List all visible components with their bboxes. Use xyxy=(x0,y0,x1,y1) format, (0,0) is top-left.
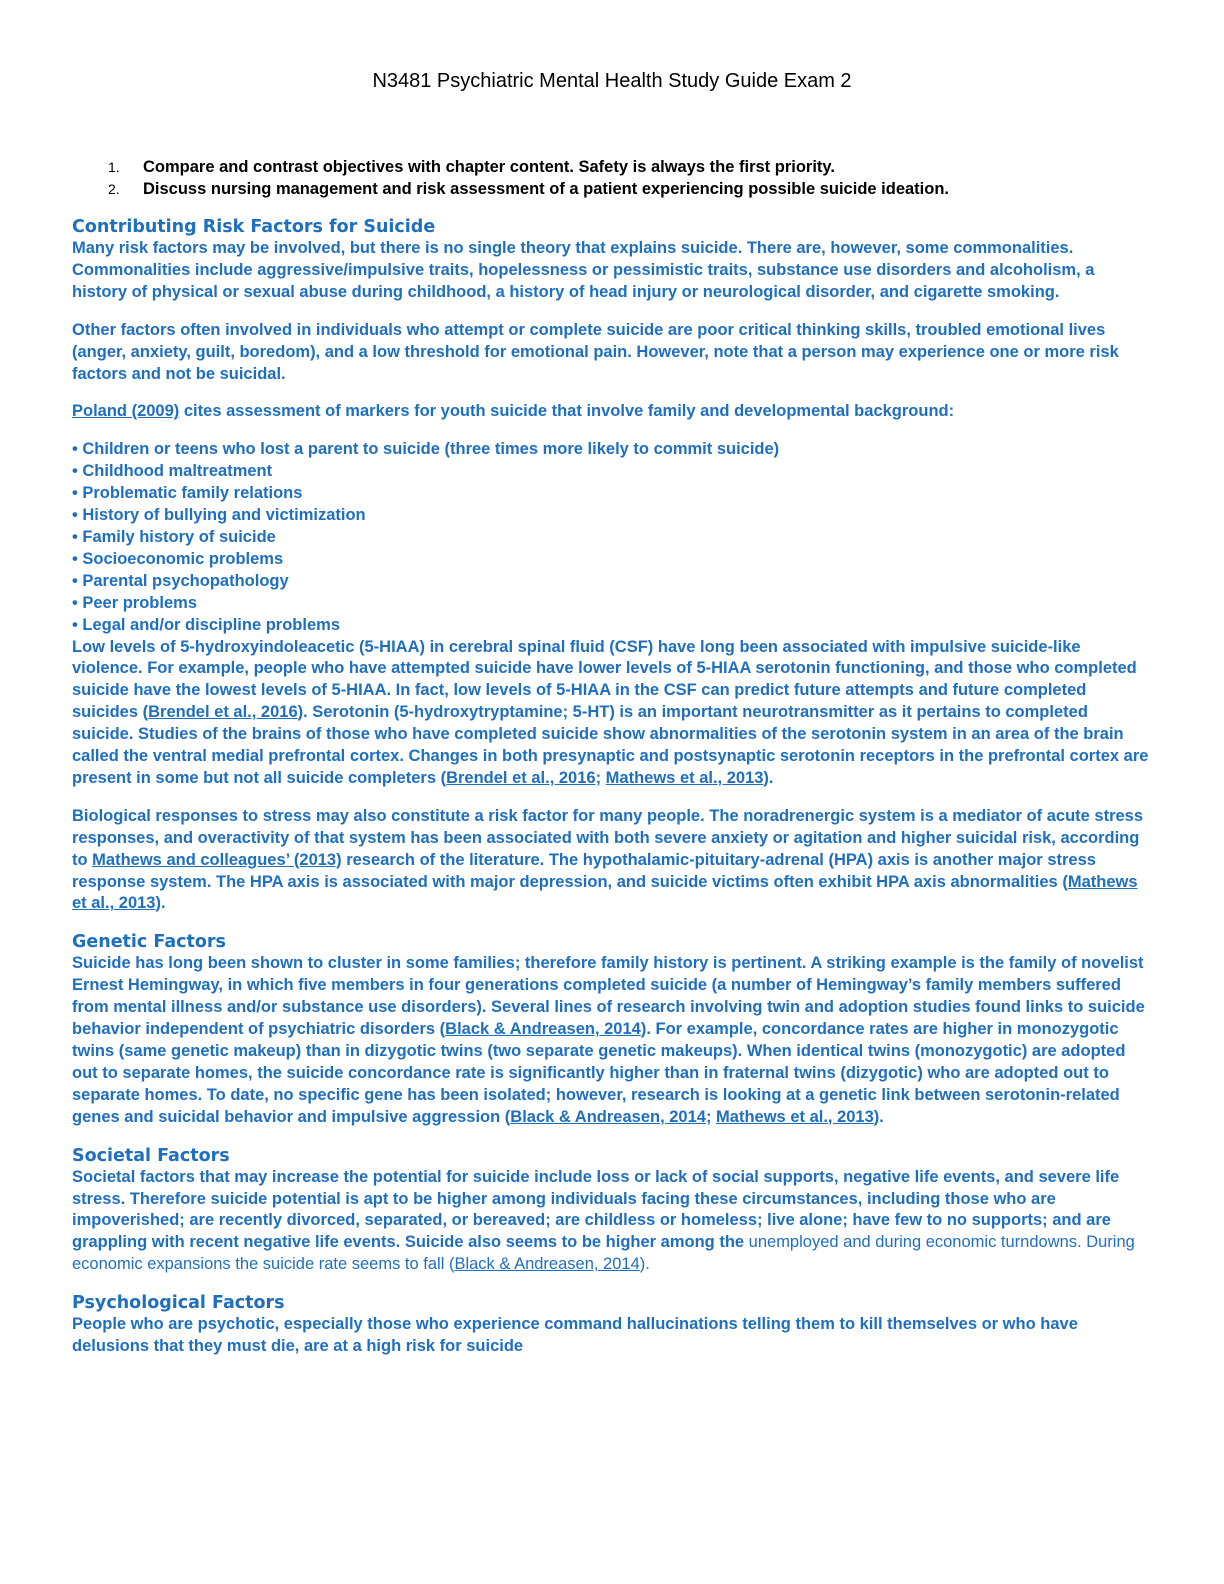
list-item: • Problematic family relations xyxy=(72,484,303,503)
citation-link-mathews[interactable]: Mathews et al., 2013 xyxy=(716,1107,874,1126)
citation-link-mathews[interactable]: Mathews et al., 2013 xyxy=(605,768,764,787)
risk-paragraph-1: Many risk factors may be involved, but there is no single theory that explains suicide. There are, however, some commonalities. Commonalities include aggressive/impulsive traits, hopelessness or pessimistic traits, substance use disorders and alcoholism, a history of physical or sexual abuse during childhood, a history of head injury or neurological disorder, and cigarette smoking. xyxy=(72,239,1095,301)
list-item: • Legal and/or discipline problems xyxy=(72,615,340,634)
citation-link-mathews-colleagues[interactable]: Mathews and colleagues’ (2013) xyxy=(92,850,342,869)
objective-number: 2. xyxy=(108,181,120,197)
objective-number: 1. xyxy=(108,159,120,175)
citation-link-brendel[interactable]: Brendel et al., 2016 xyxy=(446,768,596,787)
risk-paragraph-stress: Biological responses to stress may also constitute a risk factor for many people. The noradrenergic system is a mediator of acute stress responses, and overactivity of that system has been associated with both severe anxiety or agitation and higher suicidal risk, according to Mathews and colleagues’ (2013) research of the literature. The hypothalamic-pituitary-adrenal (HPA) axis is another major stress response system. The HPA axis is associated with major depression, and suicide victims often exhibit HPA axis abnormalities (Mathews et al., 2013). xyxy=(72,806,1144,913)
citation-link-brendel[interactable]: Brendel et al., 2016 xyxy=(148,703,298,722)
list-item: • Children or teens who lost a parent to suicide (three times more likely to commit suicide) xyxy=(72,440,780,459)
citation-link-black-andreasen[interactable]: Black & Andreasen, 2014 xyxy=(510,1107,706,1126)
objective-item xyxy=(72,178,1152,200)
document-title: N3481 Psychiatric Mental Health Study Guide Exam 2 xyxy=(372,70,852,92)
citation-link-black-andreasen[interactable]: Black & Andreasen, 2014 xyxy=(445,1020,641,1039)
psychological-paragraph: People who are psychotic, especially those who experience command hallucinations telling them to kill themselves or who have delusions that they must die, are at a high risk for suicide xyxy=(72,1315,1078,1356)
heading-psychological-factors: Psychological Factors xyxy=(72,1293,285,1314)
objective-text: Discuss nursing management and risk assessment of a patient experiencing possible suicide ideation. xyxy=(143,180,949,198)
societal-paragraph: Societal factors that may increase the potential for suicide include loss or lack of social supports, negative life events, and severe life stress. Therefore suicide potential is apt to be higher among individuals facing these circumstances, including those who are impoverished; are recently divorced, separated, or bereaved; are childless or homeless; live alone; have few to no supports; and are grappling with recent negative life events. Suicide also seems to be higher among the unemployed and during economic turndowns. During economic expansions the suicide rate seems to fall (Black & Andreasen, 2014). xyxy=(72,1167,1135,1274)
citation-link-poland[interactable]: Poland (2009) xyxy=(72,402,180,421)
risk-paragraph-3: Poland (2009) cites assessment of markers for youth suicide that involve family and developmental background: xyxy=(72,402,955,421)
citation-link-black-andreasen[interactable]: Black & Andreasen, 2014 xyxy=(454,1255,640,1274)
objective-item xyxy=(72,156,1152,178)
objectives-list xyxy=(72,156,1152,200)
list-item: • Family history of suicide xyxy=(72,527,276,546)
list-item: • Childhood maltreatment xyxy=(72,462,273,481)
youth-markers-list xyxy=(72,439,1152,636)
document-body xyxy=(72,216,1152,1374)
risk-paragraph-2: Other factors often involved in individuals who attempt or complete suicide are poor critical thinking skills, troubled emotional lives (anger, anxiety, guilt, boredom), and a low threshold for emotional pain. However, note that a person may experience one or more risk factors and not be suicidal. xyxy=(72,320,1119,383)
risk-paragraph-serotonin: Low levels of 5-hydroxyindoleacetic (5-HIAA) in cerebral spinal fluid (CSF) have long been associated with impulsive suicide-like violence. For example, people who have attempted suicide have lower levels of 5-HIAA serotonin functioning, and those who completed suicide have the lowest levels of 5-HIAA. In fact, low levels of 5-HIAA in the CSF can predict future attempts and future completed suicides (Brendel et al., 2016). Serotonin (5-hydroxytryptamine; 5-HT) is an important neurotransmitter as it pertains to completed suicide. Studies of the brains of those who have completed suicide show abnormalities of the serotonin system in an area of the brain called the ventral medial prefrontal cortex. Changes in both presynaptic and postsynaptic serotonin receptors in the prefrontal cortex are present in some but not all suicide completers (Brendel et al., 2016; Mathews et al., 2013). xyxy=(72,637,1149,787)
list-item: • Peer problems xyxy=(72,593,197,612)
objective-text: Compare and contrast objectives with chapter content. Safety is always the first priority. xyxy=(143,158,835,176)
list-item: • Parental psychopathology xyxy=(72,571,289,590)
list-item: • History of bullying and victimization xyxy=(72,506,366,525)
heading-societal-factors: Societal Factors xyxy=(72,1145,230,1166)
genetic-paragraph: Suicide has long been shown to cluster in some families; therefore family history is pertinent. A striking example is the family of novelist Ernest Hemingway, in which five members in four generations completed suicide (a number of Hemingway’s family members suffered from mental illness and/or substance use disorders). Several lines of research involving twin and adoption studies found links to suicide behavior independent of psychiatric disorders (Black & Andreasen, 2014). For example, concordance rates are higher in monozygotic twins (same genetic makeup) than in dizygotic twins (two separate genetic makeups). When identical twins (monozygotic) are adopted out to separate homes, the suicide concordance rate is significantly higher than in fraternal twins (dizygotic) who are adopted out to separate homes. To date, no specific gene has been isolated; however, research is looking at a genetic link between serotonin-related genes and suicidal behavior and impulsive aggression (Black & Andreasen, 2014; Mathews et al., 2013). xyxy=(72,954,1145,1126)
heading-genetic-factors: Genetic Factors xyxy=(72,932,226,953)
list-item: • Socioeconomic problems xyxy=(72,549,284,568)
citation-link-mathews[interactable]: Mathews et al., 2013 xyxy=(72,872,1138,913)
heading-risk-factors: Contributing Risk Factors for Suicide xyxy=(72,217,436,237)
